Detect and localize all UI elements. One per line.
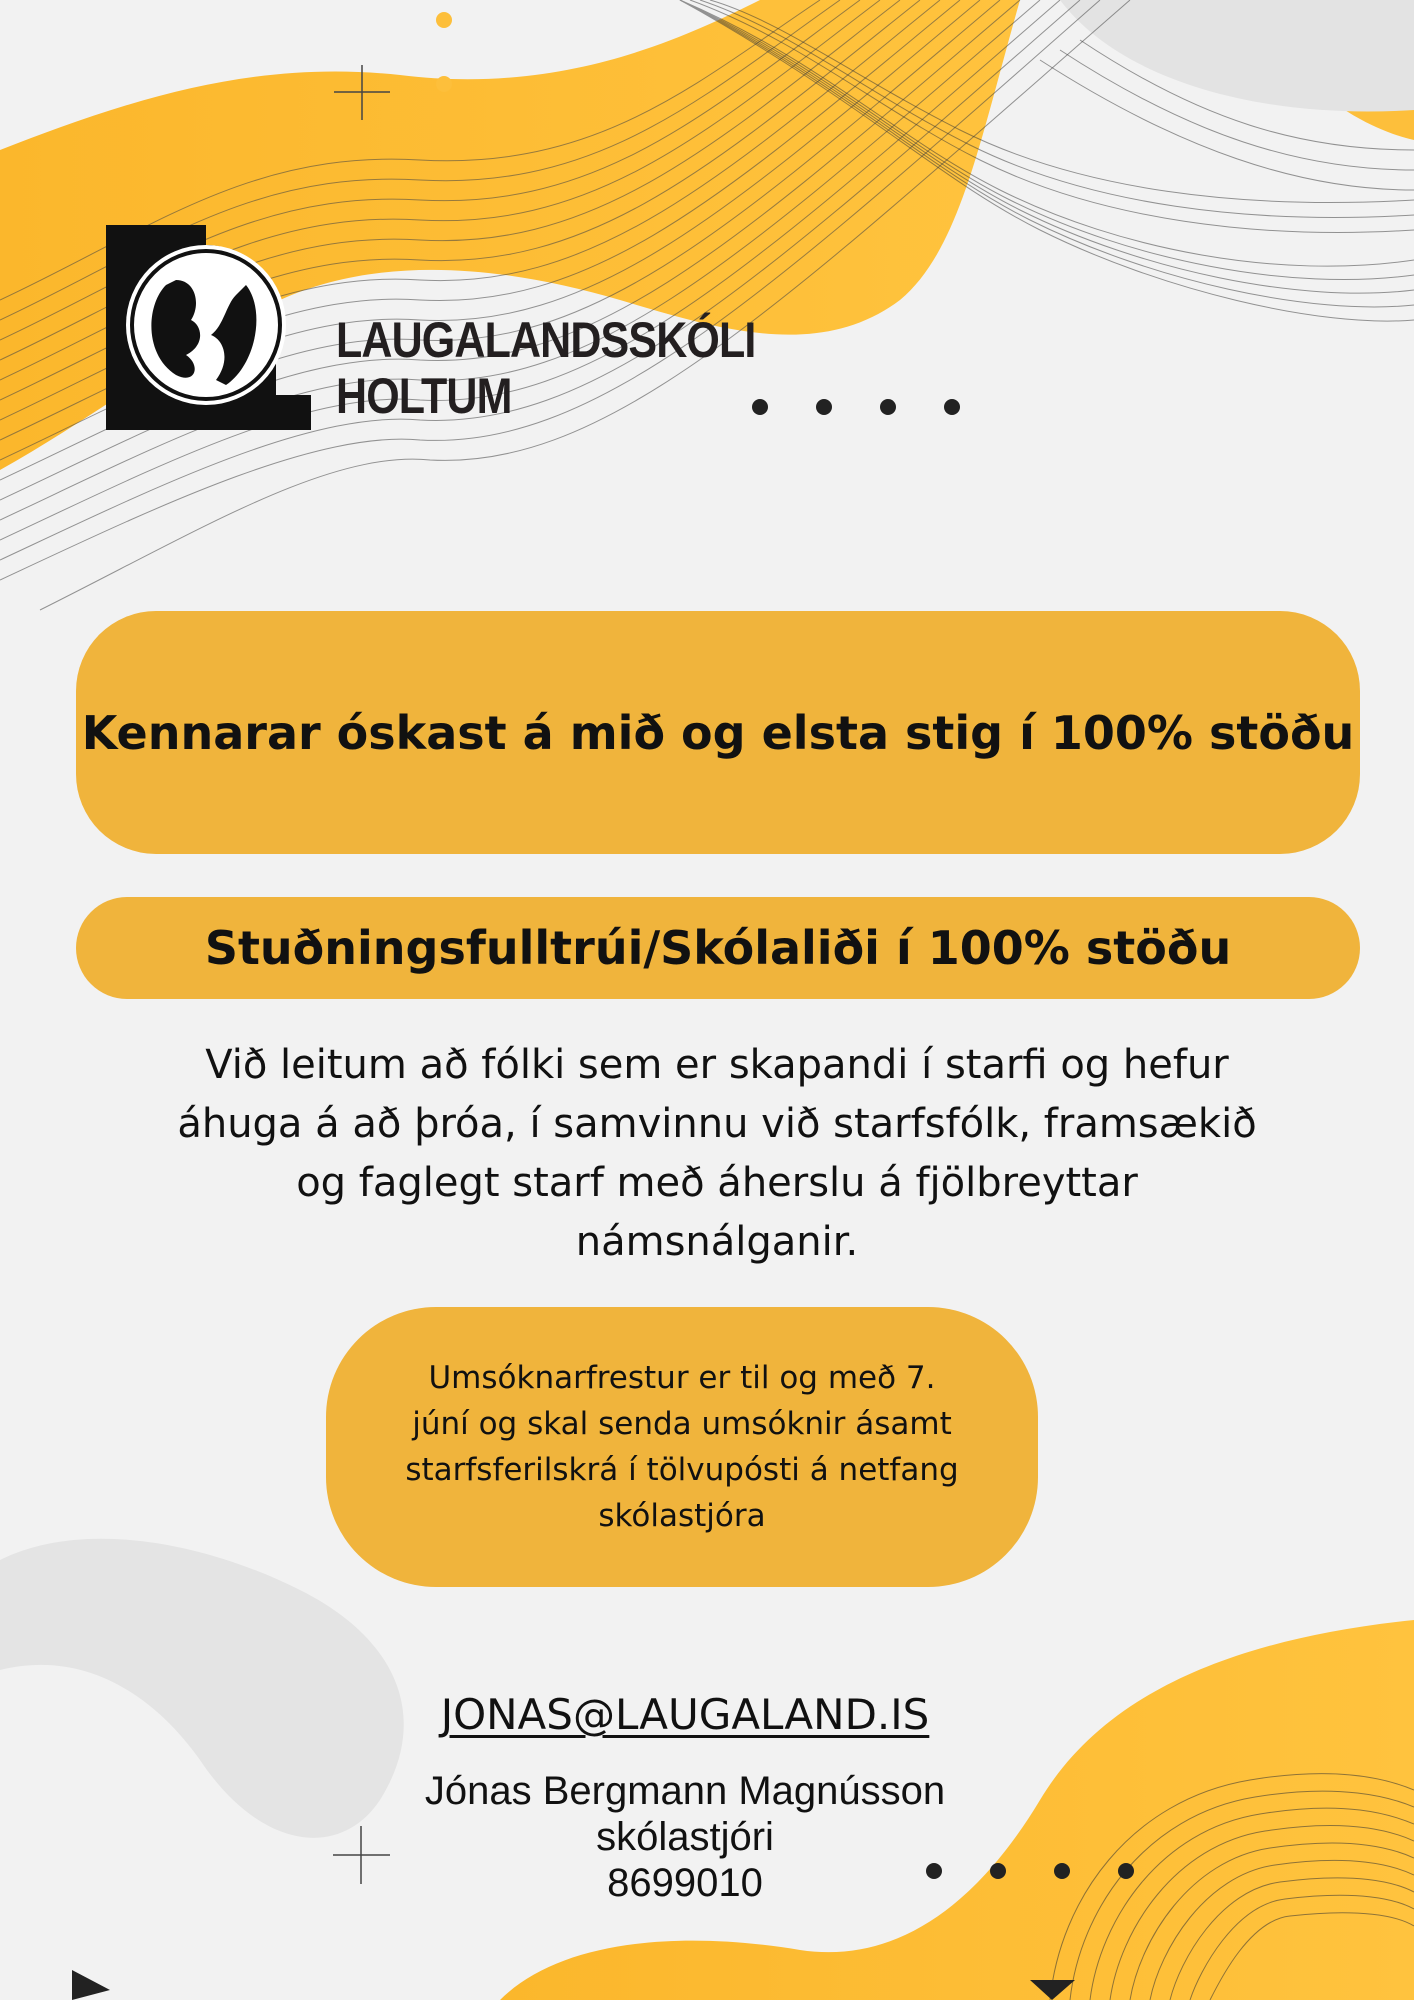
decor-dots-top	[752, 399, 960, 415]
teachers-position-banner	[76, 611, 1360, 854]
school-name-line2: HOLTUM	[336, 368, 512, 424]
teachers-position-text: Kennarar óskast á mið og elsta stig í 100% stöðu	[81, 705, 1355, 760]
contact-name: Jónas Bergmann Magnússon	[424, 1769, 946, 1813]
school-name	[336, 312, 755, 424]
application-info-box	[326, 1307, 1038, 1587]
contact-details	[0, 1768, 1370, 1906]
application-info-text: Umsóknarfrestur er til og með 7. júní og skal senda umsóknir ásamt starfsferilskrá í tölvupósti á netfang skólastjóra	[405, 1360, 959, 1534]
school-logo	[106, 225, 316, 430]
decor-dots-bottom	[926, 1863, 1134, 1879]
contact-phone: 8699010	[607, 1861, 763, 1905]
support-position-banner	[76, 897, 1360, 999]
contact-title: skólastjóri	[596, 1815, 774, 1859]
contact-email-link[interactable]: JONAS@LAUGALAND.IS	[440, 1690, 930, 1739]
description-text: Við leitum að fólki sem er skapandi í starfi og hefur áhuga á að þróa, í samvinnu við starfsfólk, framsækið og faglegt starf með áherslu á fjölbreyttar námsnálganir.	[177, 1042, 1257, 1265]
support-position-text: Stuðningsfulltrúi/Skólaliði í 100% stöðu	[204, 921, 1232, 975]
school-name-line1: LAUGALANDSSKÓLI	[336, 312, 756, 368]
